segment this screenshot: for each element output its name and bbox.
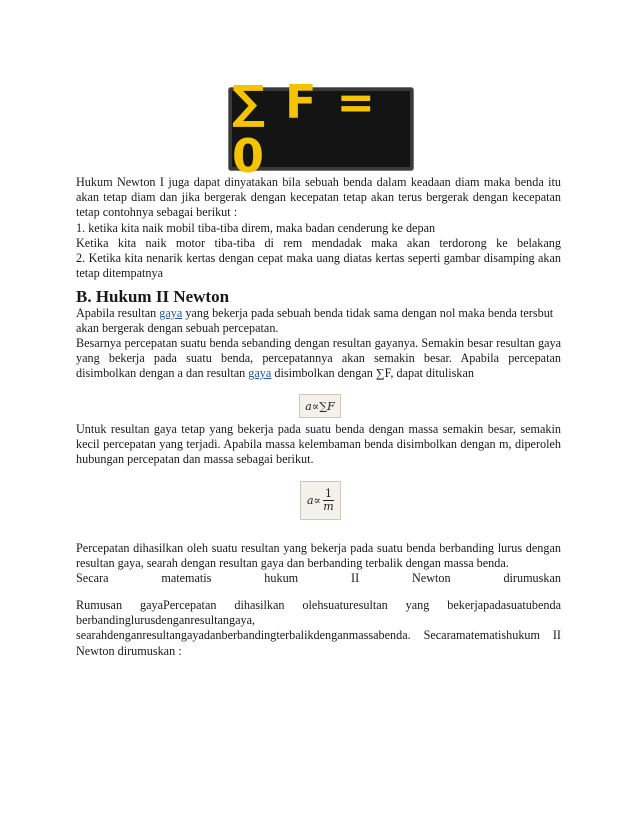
formula-text: ∑ F = 0 [232, 75, 378, 183]
hukum2-p4 [76, 541, 561, 587]
hukum1-intro: Hukum Newton I juga dapat dinyatakan bila sebuah benda dalam keadaan diam maka benda itu akan tetap diam dan jika bergerak dengan kecepatan tetap akan terus bergerak dengan kecepatan tetap contohnya sebagai berikut : [76, 175, 561, 220]
hukum2-p3 [76, 422, 561, 468]
hukum2-p5 [76, 598, 561, 659]
hukum1-section [76, 175, 561, 281]
formula2-numerator: 1 [325, 487, 332, 500]
p5-line-2: berbandinglurusdenganresultangaya, [76, 613, 256, 628]
p1-text-b: yang bekerja pada sebuah benda tidak sama dengan nol maka benda tersbut akan bergerak dengan sebuah percepatan. [76, 306, 554, 336]
p4-last-line: Secara matematis hukum II Newton dirumuskan [76, 571, 561, 586]
p5-line-4: Newton dirumuskan : [76, 643, 182, 658]
formula2-lhs: a∝ [306, 494, 321, 507]
inverse-mass-formula-image [300, 481, 341, 520]
gaya-link-2[interactable]: gaya [248, 366, 272, 381]
p4-text: Percepatan dihasilkan oleh suatu resultan yang bekerja pada suatu benda berbanding lurus dengan resultan gaya, searah dengan resultan gaya dan berbanding terbalik dengan massa benda. [76, 541, 561, 571]
hukum2-p1 [76, 306, 561, 336]
hukum1-example-3: 2. Ketika kita nenarik kertas dengan cepat maka uang diatas kertas seperti gambar disamping akan tetap ditempatnya [76, 251, 561, 281]
p2-text-a: Besarnya percepatan suatu benda sebanding dengan resultan gayanya. Semakin besar resultan gaya yang bekerja pada suatu benda, percepatannya akan semakin besar. Apabila percepatan disimbolkan dengan a dan resultan [76, 336, 561, 381]
p5-line-1: Rumusan gayaPercepatan dihasilkan olehsuaturesultan yang bekerjapadasuatubenda [76, 598, 561, 612]
formula2-denominator: m [323, 500, 334, 513]
gaya-link-1[interactable]: gaya [159, 306, 183, 320]
section-heading-hukum2: B. Hukum II Newton [76, 287, 230, 306]
hukum2-p2 [76, 336, 561, 382]
p5-line-3: searahdenganresultangayadanberbandingterbalikdenganmassabenda. Secaramatematishukum II [76, 628, 561, 643]
formula2-fraction [323, 488, 334, 513]
formula1-text: a∝∑F [305, 399, 335, 413]
proportional-formula-image [299, 394, 341, 418]
sum-force-formula-image [229, 75, 413, 183]
p3-text: Untuk resultan gaya tetap yang bekerja pada suatu benda dengan massa semakin besar, semakin kecil percepatan yang terjadi. Apabila massa kelembaman benda disimbolkan dengan m, diperoleh hubungan percepatan dan massa sebagai berikut. [76, 422, 561, 467]
p2-text-b: disimbolkan dengan ∑F, dapat dituliskan [271, 366, 474, 381]
p1-text-a: Apabila resultan [76, 306, 160, 320]
hukum1-example-2: Ketika kita naik motor tiba-tiba di rem mendadak maka akan terdorong ke belakang [76, 235, 561, 250]
hukum1-example-1: 1. ketika kita naik mobil tiba-tiba direm, maka badan cenderung ke depan [76, 220, 436, 235]
